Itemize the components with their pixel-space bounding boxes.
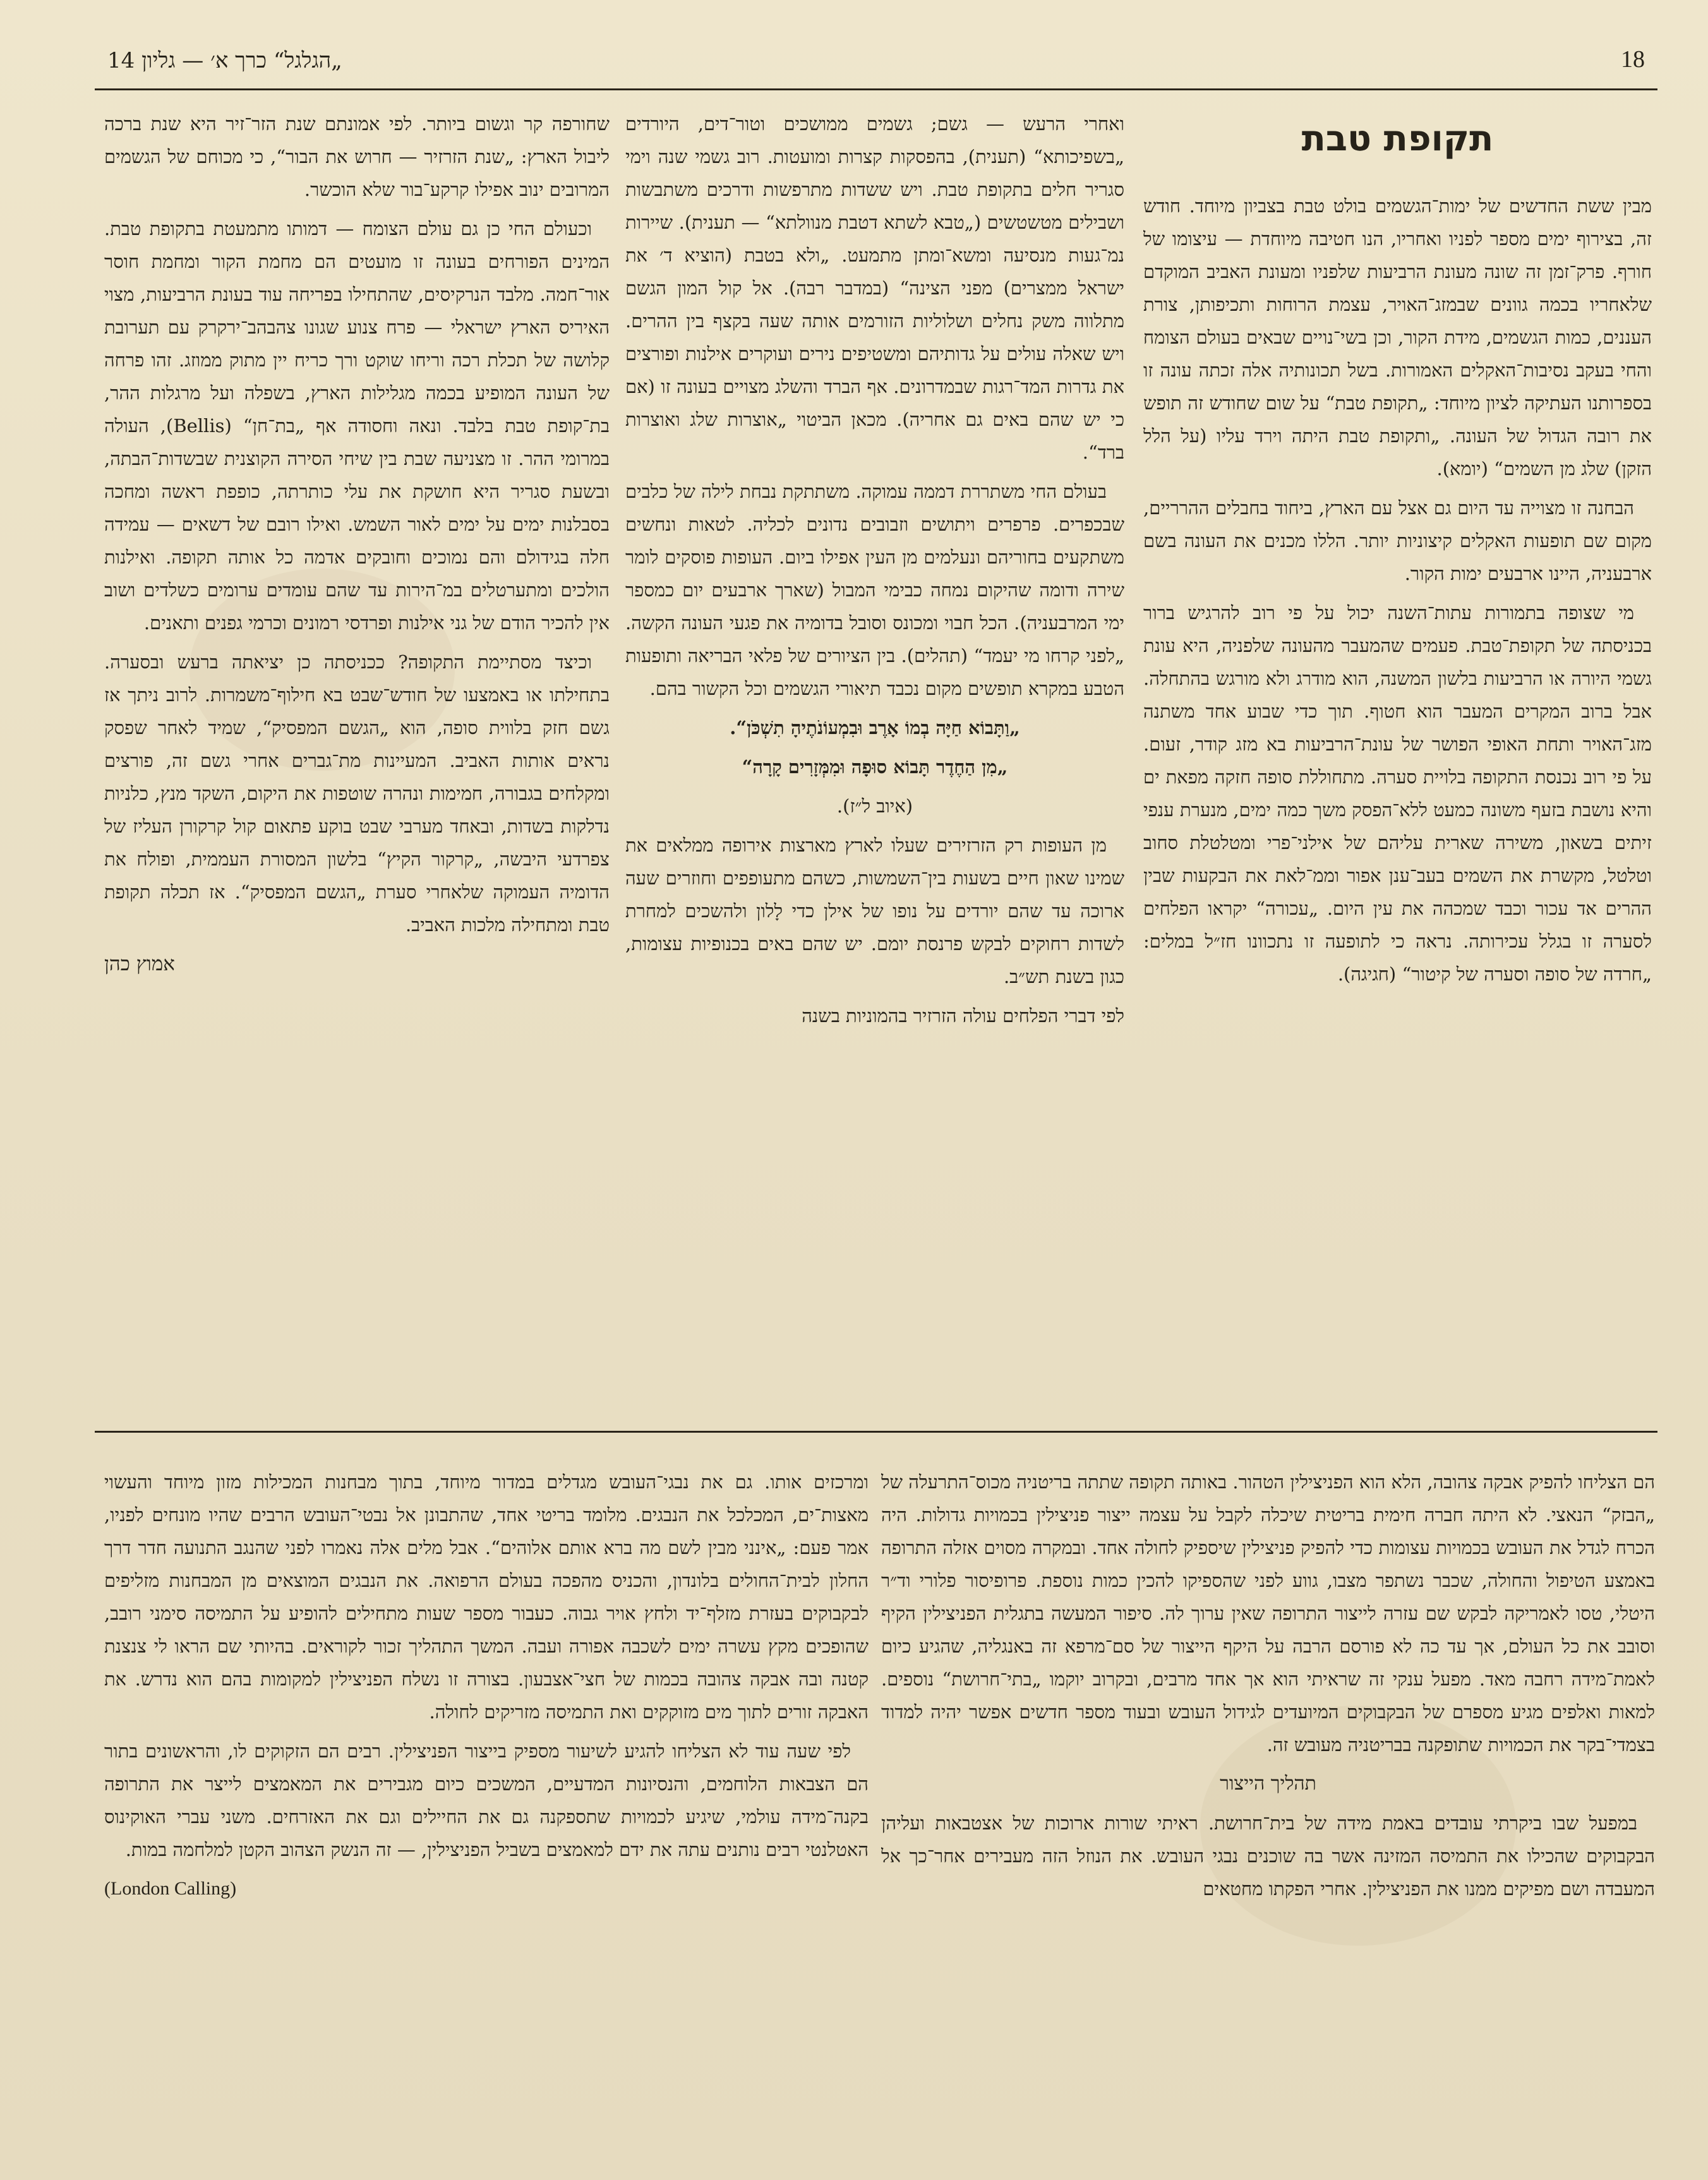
paragraph: הם הצליחו להפיק אבקה צהובה, הלא הוא הפניצילין הטהור. באותה תקופה שתתה בריטניה מכוס־התרעלה של „הבזק“ הנאצי. לא היתה חברה חימית בריטית שיכלה לקבל על עצמה ייצור פניצילין בכמויות גדולות. היה הכרח לגדל את העובש בכמויות עצומות כדי להפיק פניצילין שיספיק לחולה אחד. ובמקרה מסוים אזלה התרופה באמצע הטיפול והחולה, שכבר נשתפר מצבו, גווע לפני שהספיקו להכין כמות נוספת. פרופיסור פלורי וד״ר היטלי, טסו לאמריקה לבקש שם עזרה לייצור התרופה שאין ערוך לה. סיפור המעשה בתגלית הפניצילין הקיף וסובב את כל העולם, אך עד כה לא פורסם הרבה על היקף הייצור של סם־מרפא זה באנגליה, שהגיע כיום לאמת־מידה רחבה מאד. מפעל ענקי זה שראיתי הוא אך אחד מרבים, ובקרוב יוקמו „בתי־חרושת“ נוספים. למאות ואלפים מגיע מספרם של הבקבוקים המיועדים לגידול העובש ובעוד מספר חדשים אפשר יהיה למדוד בצמדי־בקר את הכמויות שתופקנה בבריטניה מעובש זה.: [881, 1471, 1655, 1755]
quote-source: (איוב ל״ז).: [836, 795, 913, 817]
header-rule: [95, 88, 1657, 90]
paragraph: במפעל שבו ביקרתי עובדים באמת מידה של בית־חרושת. ראיתי שורות ארוכות של אצטבאות ועליהן הבקבוקים שהכילו את התמיסה המזינה אשר בה שוכנים נבגי העובש. את הנוזל הזה מעבירים אחר־כך אל המעבדה ושם מפיקים ממנו את הפניצילין. אחרי הפקתו מחטאים: [881, 1812, 1655, 1900]
page-header: [95, 38, 1670, 88]
subheading: תהליך הייצור: [1220, 1773, 1316, 1795]
article-penicillin-column-2: [104, 1466, 869, 2167]
paragraph: מי שצופה בתמורות עתות־השנה יכול על פי רוב להרגיש ברור בכניסתה של תקופת־טבת. פעמים שהמעבר מהעונה שלפניה, היא עונת גשמי היורה או הרביעות בלשון המשנה, הוא מודרג ולא מורגש בהתחלה. אבל ברוב המקרים המעבר הוא חטוף. תוך כדי שבוע אחד משתנה מזג־האויר ותחת האופי הפושר של עונת־הרביעות בא מזג קודר, זעום. על פי רוב נכנסת התקופה בלויית סערה. מתחוללת סופה חזקה מפאת ים והיא נושבת בזעף משונה כמעט ללא־הפסק משך כמה ימים, מנערת ענפי זיתים בשאון, משירה שארית עליהם של אילני־פרי ומטלטלת סחוב וטלטל, מקשרת את השמים בעב־ענן אפור וממ־לאת את הבקעות שבין ההרים אד עכור וכבד שמכהה את עין היום. „עכורה“ יקראו הפלחים לסערה זו בגלל עכירותה. נראה כי לתופעה זו נתכוונו חז״ל במלים: „חרדה של סופה וסערה של קיטור“ (חגיגה).: [1143, 602, 1652, 985]
article-penicillin-column-1: [881, 1466, 1655, 2167]
article-tevet-column-2: [625, 107, 1124, 1424]
article-title: תקופת טבת: [1301, 118, 1494, 159]
article-source: (London Calling): [104, 1878, 237, 1899]
paragraph: מן העופות רק הזרזירים שעלו לארץ מארצות אירופה ממלאים את שמינו שאון חיים בשעות בין־השמשות, כשהם מתעופפים וחוזרים שעה ארוכה עד שהם יורדים על נופו של אילן כדי לָלון ולהשכים למחרת לשדות רחוקים לבקש פרנסת יומם. יש שהם באים בכנופיות עצומות, כגון בשנת תש״ב.: [625, 834, 1124, 987]
paragraph: לפי שעה עוד לא הצליחו להגיע לשיעור מספיק בייצור הפניצילין. רבים הם הזקוקים לו, והראשונים בתור הם הצבאות הלוחמים, והנסיונות המדעיים, המשכים כיום מגבירים את המאמצים לייצר את התרופה בקנה־מידה עולמי, שיגיע לכמויות שתספקנה גם את החיילים וגם את האזרחים. משני עברי האוקינוס האטלנטי רבים נותנים עתה את ידם למאמצים בשביל הפניצילין, — זה הנשק הצהוב הקטן למלחמה במות.: [104, 1740, 869, 1860]
running-head: „הגלגל“ כרך א׳ — גליון 14: [107, 48, 342, 73]
paragraph: וכעולם החי כן גם עולם הצומח — דמותו מתמעטת בתקופת טבת. המינים הפורחים בעונה זו מועטים הם מחמת הקור ומחמת חוסר אור־חמה. מלבד הנרקיסים, שהתחילו בפריחה עוד בעונת הרביעות, מצוי האיריס הארץ ישראלי — פרח צנוע שגונו צהבהב־ירקרק עם תערובת קלושה של תכלת רכה וריחו שוקט ורך כריח יין מתוק ממוזג. זהו פרחה של העונה המופיע בכמה מגלילות הארץ, בשפלה ועל מרגלות ההר, בת־קופת טבת בלבד. ונאה וחסודה אף „בת־חן“ (Bellis), העולה במרומי ההר. זו מצניעה שבת בין שיחי הסירה הקוצנית שבשדות־הבתה, ובשעת סגריר היא חושקת את עלי כותרתה, כופפת ראשה ומחכה בסבלנות ימים על ימים לאור השמש. ואילו רובם של דשאים — עמידה חלה בגידולם והם נמוכים וחובקים אדמה כל אותה תקופה. ואילנות הולכים ומתערטלים במ־הירות עד שהם עומדים ערומים כשלדים ושוב אין להכיר הודם של גני אילנות ופרדסי רמונים וכרמי גפנים ותאנים.: [104, 218, 610, 634]
paragraph: וכיצד מסתיימת התקופה? ככניסתה כן יציאתה ברעש ובסערה. בתחילתו או באמצעו של חודש־שבט בא חילוף־משמרות. לרוב ניתך אז גשם חזק בלווית סופה, הוא „הגשם המפסיק“, שמיד לאחר שפסק נראים אותות האביב. המעיינות מת־גברים אחרי גשם זה, פורצים ומקלחים בגבורה, חמימות ונהרה שוטפות את היקום, השקד מנץ, כלניות נדלקות בשדות, ובאחד מערבי שבט בוקע פתאום קול קרקורן העליז של צפרדעי היבשה, „קרקור הקיץ“ בלשון המסורת העממית, ופולח את הדומיה העמוקה שלאחרי סערת „הגשם המפסיק“. אז תכלה תקופת טבת ומתחילה מלכות האביב.: [104, 651, 610, 936]
bible-quote: „וַתָּבוֹא חַיָּה בְמוֹ אָרֶב וּבִמְעוֹנֹתֶיהָ תִשְׁכֹּן“.: [730, 717, 1020, 738]
author-signature: אמוץ כהן: [104, 953, 175, 975]
paragraph: הבחנה זו מצוייה עד היום גם אצל עם הארץ, ביחוד בחבלים ההרריים, מקום שם תופעות האקלים קיצוניות יותר. הללו מכנים את העונה בשם ארבעניה, היינו ארבעים ימות הקור.: [1143, 497, 1652, 584]
section-divider: [95, 1431, 1657, 1433]
paragraph: לפי דברי הפלחים עולה הזרזיר בהמוניות בשנה: [802, 1005, 1124, 1027]
paragraph: מבין ששת החדשים של ימות־הגשמים בולט טבת בצביון מיוחד. חודש זה, בצירוף ימים מספר לפניו ואחריו, הנו חטיבה מיוחדת — עיצומו של חורף. פרק־זמן זה שונה מעונת הרביעות שלפניו ומעונת האביב המוקדם שלאחריו בכמה גוונים שבמזג־האויר, עצמת הרוחות ותכיפותן, צורת העננים, כמות הגשמים, מידת הקור, וכן בשי־נויים שבאים בעולם הצומח והחי בעקב נסיבות־האקלים האמורות. בשל תכונותיה אלה זכתה עונה זו בספרותנו העתיקה לציון מיוחד: „תקופת טבת“ על שום שחודש זה תופש את רובה הגדול של העונה. „ותקופת טבת היתה וירד עליו (על הלל הזקן) שלג מן השמים“ (יומא).: [1143, 195, 1652, 479]
paragraph: ומרכזים אותו. גם את נבגי־העובש מגדלים במדור מיוחד, בתוך מבחנות המכילות מזון מיוחד והעשוי מאצות־ים, המכלכל את הנבגים. מלומד בריטי אחד, שהתבונן אל נבטי־העובש הרבים שהיו מונחים לפניו, אמר פעם: „אינני מבין לשם מה ברא אותם אלוהים“. אבל מלים אלה נאמרו לפני שהנגב התנועה חדר דרך החלון לבית־החולים בלונדון, והכניס מהפכה בעולם הרפואה. את הנבגים המוצאים מן המבחנות מזליפים לבקבוקים בעזרת מזלף־יד ולחץ אויר גבוה. כעבור מספר שעות מתחילים להופיע על התמיסה סימני רובב, שהופכים מקץ עשרה ימים לשכבה אפורה ועבה. המשך התהליך זכור לקוראים. בהיותי שם הראו לי צנצנת קטנה ובה אבקה צהובה בכמות של חצי־אצבעון. בצורה זו נשלח הפניצילין למקומות בהם הוא נדרש. את האבקה זורים לתוך מים מזוקקים ואת התמיסה מזריקים לחולה.: [104, 1471, 869, 1723]
paragraph: ואחרי הרעש — גשם; גשמים ממושכים וטור־דים, היורדים „בשפיכותא“ (תענית), בהפסקות קצרות ומועטות. רוב גשמי שנה וימי סגריר חלים בתקופת טבת. ויש ששדות מתרפשות ודרכים משתבשות ושבילים מטשטשים („טבא לשתא דטבת מנוולתא“ — תענית). שיירות נמ־געות מנסיעה ומשא־ומתן מתמעט. „ולא בטבת (הוציא ד׳ את ישראל ממצרים) מפני הצינה“ (במדבר רבה). אל קול המון הגשם מתלווה משק נחלים ושלוליות הזורמים אותה שעה בקצף בין ההרים. ויש שאלה עולים על גדותיהם ומשטיפים נירים ועוקרים אילנות ופורצים את גדרות המד־רגות שבמדרונים. אף הברד והשלג מצויים בעונה זו (אם כי יש שהם באים גם אחריה). מכאן הביטוי „אוצרות שלג ואוצרות ברד“.: [625, 113, 1124, 463]
bible-quote: „מִן הַחֶדֶר תָּבוֹא סוּפָה וּמִמְּזָרִים קָרָה“: [742, 756, 1008, 778]
paragraph: בעולם החי משתררת דממה עמוקה. משתתקת נבחת לילה של כלבים שבכפרים. פרפרים ויתושים וזבובים נדונים לכליה. לטאות ונחשים משתקעים בחוריהם ונעלמים מן העין אפילו ביום. העופות פוסקים לומר שירה ודומה שהיקום נמחה כבימי המבול (שארך ארבעים יום כמספר ימי המרבעניה). הכל חבוי ומכונס וסובל בדומיה את פגעי העונה הקשה. „לפני קרחו מי יעמד“ (תהלים). בין הציורים של פלאי הבריאה ותופעות הטבע במקרא תופשים מקום נכבד תיאורי הגשמים וכל הקשור בהם.: [625, 481, 1124, 699]
article-tevet-column-3: [104, 107, 610, 1424]
article-tevet-column-1: [1143, 107, 1652, 1424]
page-number: 18: [1621, 46, 1645, 73]
paragraph: שחורפה קר וגשום ביותר. לפי אמונתם שנת הזר־זיר היא שנת ברכה ליבול הארץ: „שנת הזרזיר — חרוש את הבור“, כי מכוחם של הגשמים המרובים ינוב אפילו קרקע־בור שלא הוכשר.: [104, 113, 610, 200]
